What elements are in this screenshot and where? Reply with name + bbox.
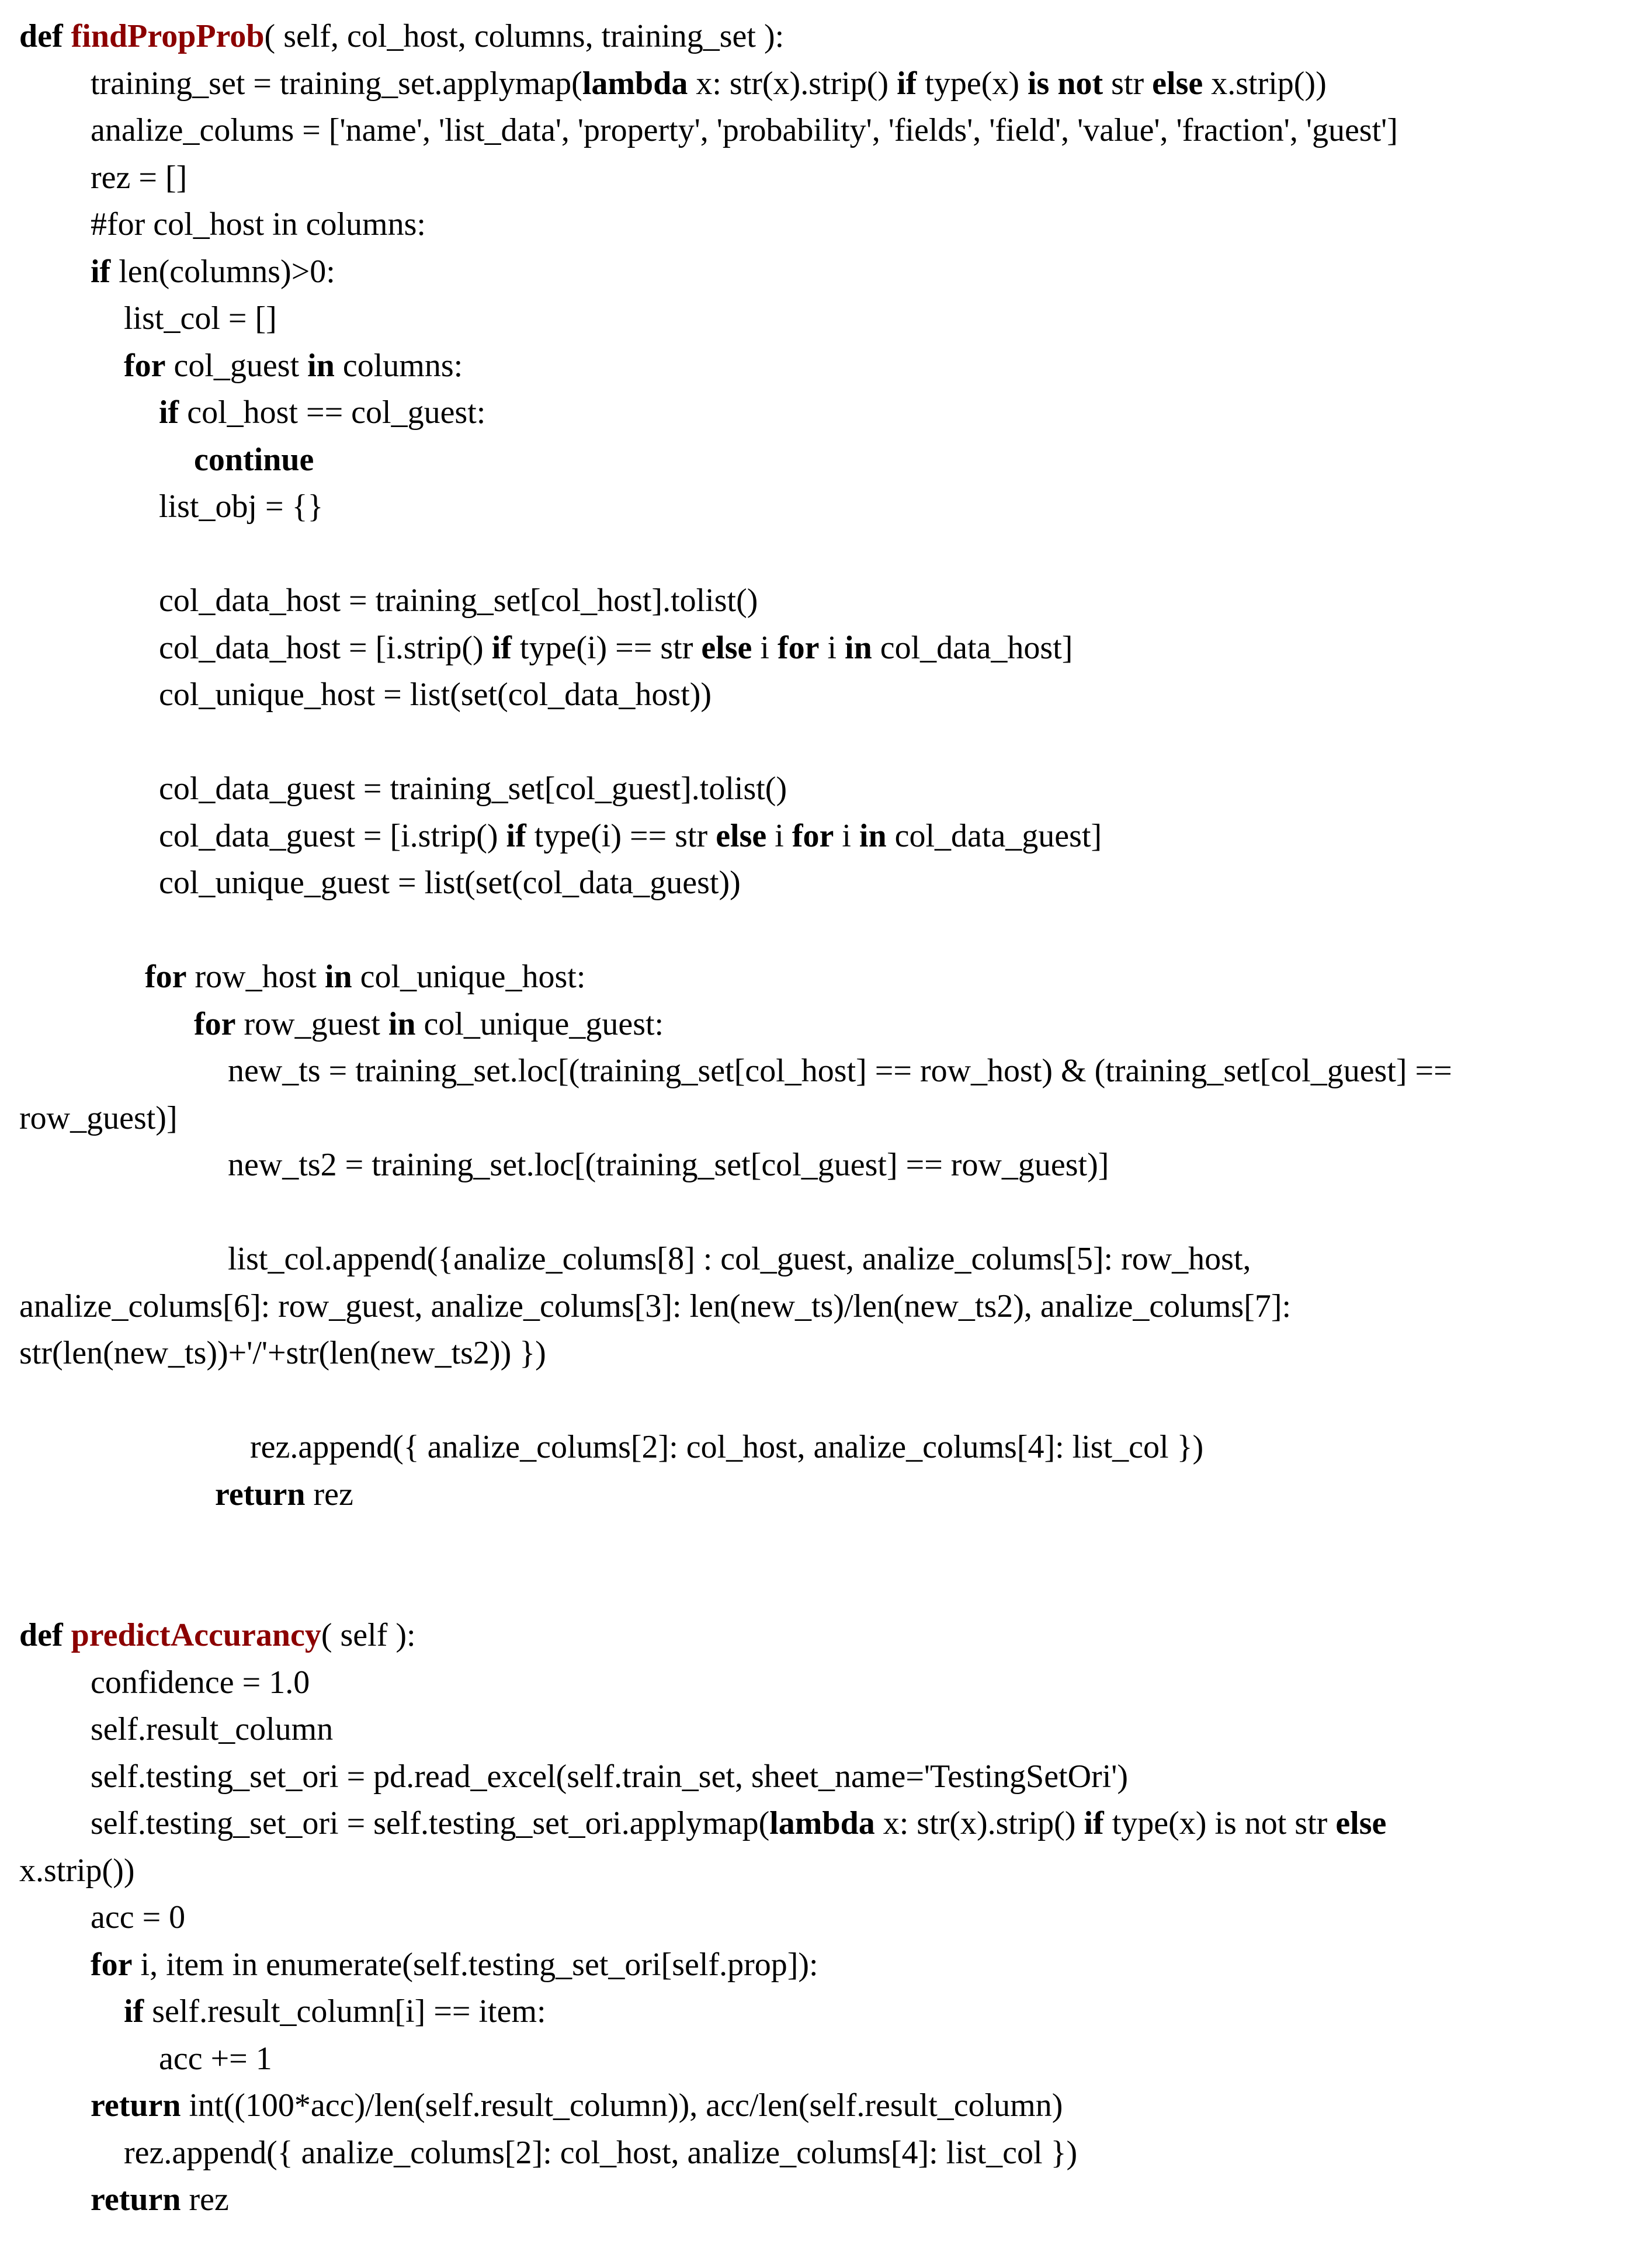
code-token: type(i) == str: [526, 817, 716, 854]
code-token: rez: [305, 1476, 353, 1512]
code-token: i: [766, 817, 792, 854]
code-token: col_data_host]: [872, 629, 1073, 666]
code-token: i: [834, 817, 859, 854]
code-line-text: [91, 201, 426, 248]
code-line-text: [124, 1988, 546, 2035]
keyword: def: [19, 18, 71, 54]
code-line-text: [194, 1001, 664, 1048]
code-line: [0, 1988, 1652, 2035]
keyword: for: [194, 1005, 236, 1042]
code-token: rez.append({ analize_colums[2]: col_host, analize_colums[4]: list_col }): [250, 1429, 1204, 1465]
keyword: if: [506, 817, 526, 854]
code-line: [0, 1847, 1652, 1895]
code-token: str: [1103, 65, 1153, 102]
blank-line: [0, 530, 1652, 578]
code-line: [0, 342, 1652, 390]
blank-line: [0, 1189, 1652, 1236]
code-token: analize_colums = ['name', 'list_data', 'property', 'probability', 'fields', 'field', 'value', 'fraction', 'guest']: [91, 112, 1398, 148]
keyword: else: [1152, 65, 1203, 102]
code-line-text: [91, 1894, 185, 1941]
code-token: row_host: [186, 959, 325, 995]
keyword: in: [388, 1005, 416, 1042]
code-token: row_guest)]: [19, 1099, 178, 1136]
code-token: i, item in enumerate(self.testing_set_ori[self.prop]):: [132, 1946, 818, 1983]
code-token: new_ts2 = training_set.loc[(training_set[col_guest] == row_guest)]: [228, 1147, 1109, 1183]
code-line: [0, 107, 1652, 154]
blank-line: [0, 907, 1652, 954]
code-token: self.result_column: [91, 1711, 334, 1747]
code-line-text: [91, 1800, 1386, 1847]
code-line: [0, 2035, 1652, 2083]
code-line: [0, 1424, 1652, 1471]
code-line: [0, 1706, 1652, 1753]
code-token: col_data_host = training_set[col_host].tolist(): [159, 582, 758, 619]
code-line: [0, 2129, 1652, 2177]
blank-line: [0, 1518, 1652, 1565]
code-line-text: [159, 765, 787, 813]
code-token: analize_colums[6]: row_guest, analize_colums[3]: len(new_ts)/len(new_ts2), analize_colums[7]:: [19, 1288, 1292, 1324]
keyword: if: [91, 253, 111, 290]
code-line-text: [19, 1612, 416, 1659]
function-name: predictAccurancy: [71, 1617, 321, 1653]
code-line-text: [250, 1424, 1203, 1471]
code-line: [0, 2176, 1652, 2223]
code-line-text: [91, 2176, 229, 2223]
code-line-text: [159, 389, 485, 436]
code-line-text: [159, 671, 712, 719]
code-line-text: [228, 1236, 1251, 1283]
code-line-text: [91, 1941, 818, 1989]
code-line: [0, 1471, 1652, 1518]
keyword: else: [701, 629, 752, 666]
code-line-text: [91, 248, 335, 296]
keyword: for: [145, 959, 187, 995]
code-line-text: [145, 953, 585, 1001]
code-line: [0, 1047, 1652, 1095]
code-line: [0, 1659, 1652, 1706]
keyword: in: [859, 817, 887, 854]
code-token: col_data_guest = [i.strip(): [159, 817, 506, 854]
keyword: if: [897, 65, 917, 102]
code-token: int((100*acc)/len(self.result_column)), acc/len(self.result_column): [181, 2087, 1063, 2124]
code-token: list_col.append({analize_colums[8] : col_guest, analize_colums[5]: row_host,: [228, 1241, 1251, 1277]
code-line-text: [159, 813, 1102, 860]
code-line: [0, 953, 1652, 1001]
keyword: for: [91, 1946, 133, 1983]
code-line: [0, 1753, 1652, 1801]
code-token: new_ts = training_set.loc[(training_set[col_host] == row_host) & (training_set[col_guest] ==: [228, 1053, 1452, 1089]
code-token: rez.append({ analize_colums[2]: col_host, analize_colums[4]: list_col }): [124, 2134, 1078, 2171]
code-token: rez = []: [91, 159, 188, 196]
code-token: self.testing_set_ori = pd.read_excel(self.train_set, sheet_name='TestingSetOri'): [91, 1758, 1129, 1795]
code-line-text: [228, 1142, 1109, 1189]
code-line: [0, 1001, 1652, 1048]
code-line: [0, 2082, 1652, 2129]
code-token: col_unique_guest:: [415, 1005, 664, 1042]
code-line-text: [159, 483, 323, 530]
code-line-text: [91, 1659, 310, 1706]
code-line-text: [124, 2129, 1077, 2177]
blank-line: [0, 1377, 1652, 1424]
code-line: [0, 813, 1652, 860]
code-line-text: [91, 2082, 1063, 2129]
code-line: [0, 13, 1652, 60]
code-token: x.strip()): [19, 1852, 135, 1889]
keyword: if: [159, 394, 179, 431]
code-line-text: [91, 60, 1327, 107]
code-line: [0, 60, 1652, 107]
code-line: [0, 1236, 1652, 1283]
code-line: [0, 765, 1652, 813]
code-token: row_guest: [235, 1005, 388, 1042]
keyword: return: [215, 1476, 306, 1512]
keyword: lambda: [769, 1805, 875, 1841]
code-token: ( self ):: [321, 1617, 416, 1653]
code-token: self.result_column[i] == item:: [144, 1993, 546, 2030]
code-line-text: [194, 436, 314, 484]
keyword: if: [491, 629, 512, 666]
code-line: [0, 1330, 1652, 1377]
blank-line: [0, 1565, 1652, 1612]
keyword: def: [19, 1617, 71, 1653]
code-token: training_set = training_set.applymap(: [91, 65, 582, 102]
code-line: [0, 436, 1652, 484]
code-line-text: [124, 295, 277, 342]
keyword: continue: [194, 441, 314, 478]
code-line: [0, 201, 1652, 248]
keyword: return: [91, 2181, 181, 2218]
code-line-text: [91, 1753, 1128, 1801]
code-line-text: [19, 1847, 135, 1895]
keyword: is not: [1028, 65, 1103, 102]
code-line-text: [159, 859, 741, 907]
keyword: in: [324, 959, 352, 995]
code-line-text: [228, 1047, 1452, 1095]
code-line: [0, 1941, 1652, 1989]
code-token: rez: [181, 2181, 229, 2218]
code-token: type(x) is not str: [1103, 1805, 1336, 1841]
code-token: i: [819, 629, 845, 666]
code-line: [0, 1800, 1652, 1847]
keyword: return: [91, 2087, 181, 2124]
code-token: type(i) == str: [511, 629, 702, 666]
code-token: col_data_host = [i.strip(): [159, 629, 492, 666]
code-listing: [0, 13, 1652, 2223]
code-line-text: [159, 625, 1073, 672]
code-line: [0, 625, 1652, 672]
code-line: [0, 577, 1652, 625]
code-line: [0, 483, 1652, 530]
code-line: [0, 671, 1652, 719]
code-line: [0, 389, 1652, 436]
code-line: [0, 248, 1652, 296]
code-token: col_unique_host = list(set(col_data_host)): [159, 677, 712, 713]
code-token: x: str(x).strip(): [874, 1805, 1084, 1841]
code-token: col_data_guest]: [886, 817, 1102, 854]
keyword: in: [845, 629, 872, 666]
code-token: col_guest: [165, 347, 308, 384]
code-line-text: [91, 154, 187, 202]
code-token: col_unique_host:: [352, 959, 586, 995]
code-token: self.testing_set_ori = self.testing_set_ori.applymap(: [91, 1805, 770, 1841]
code-line-text: [19, 1095, 178, 1142]
code-token: #for col_host in columns:: [91, 206, 426, 242]
code-token: columns:: [334, 347, 463, 384]
keyword: lambda: [582, 65, 688, 102]
code-line-text: [159, 2035, 272, 2083]
code-line-text: [19, 13, 784, 60]
code-token: ( self, col_host, columns, training_set ):: [264, 18, 785, 54]
code-token: type(x): [917, 65, 1028, 102]
code-line-text: [19, 1283, 1291, 1330]
code-token: str(len(new_ts))+'/'+str(len(new_ts2)) }): [19, 1335, 546, 1371]
keyword: else: [716, 817, 767, 854]
keyword: for: [792, 817, 834, 854]
keyword: else: [1335, 1805, 1387, 1841]
code-line-text: [91, 107, 1398, 154]
code-token: list_col = []: [124, 300, 277, 337]
code-line: [0, 1612, 1652, 1659]
code-line-text: [159, 577, 758, 625]
code-token: len(columns)>0:: [110, 253, 335, 290]
code-token: acc = 0: [91, 1899, 186, 1935]
code-token: x.strip()): [1203, 65, 1327, 102]
code-line: [0, 295, 1652, 342]
code-token: col_host == col_guest:: [179, 394, 486, 431]
function-name: findPropProb: [71, 18, 265, 54]
keyword: for: [777, 629, 820, 666]
code-line-text: [91, 1706, 333, 1753]
code-line: [0, 1142, 1652, 1189]
code-token: col_unique_guest = list(set(col_data_guest)): [159, 865, 741, 901]
blank-line: [0, 719, 1652, 766]
keyword: in: [307, 347, 335, 384]
code-line: [0, 1095, 1652, 1142]
code-line: [0, 859, 1652, 907]
code-line: [0, 154, 1652, 202]
code-token: col_data_guest = training_set[col_guest].tolist(): [159, 771, 787, 807]
code-line-text: [19, 1330, 546, 1377]
code-token: x: str(x).strip(): [688, 65, 897, 102]
code-line-text: [215, 1471, 353, 1518]
keyword: if: [124, 1993, 144, 2030]
code-line: [0, 1283, 1652, 1330]
keyword: for: [124, 347, 166, 384]
code-token: i: [752, 629, 778, 666]
code-token: list_obj = {}: [159, 488, 324, 525]
code-token: confidence = 1.0: [91, 1664, 310, 1701]
keyword: if: [1084, 1805, 1104, 1841]
code-line-text: [124, 342, 463, 390]
code-line: [0, 1894, 1652, 1941]
code-token: acc += 1: [159, 2040, 272, 2077]
